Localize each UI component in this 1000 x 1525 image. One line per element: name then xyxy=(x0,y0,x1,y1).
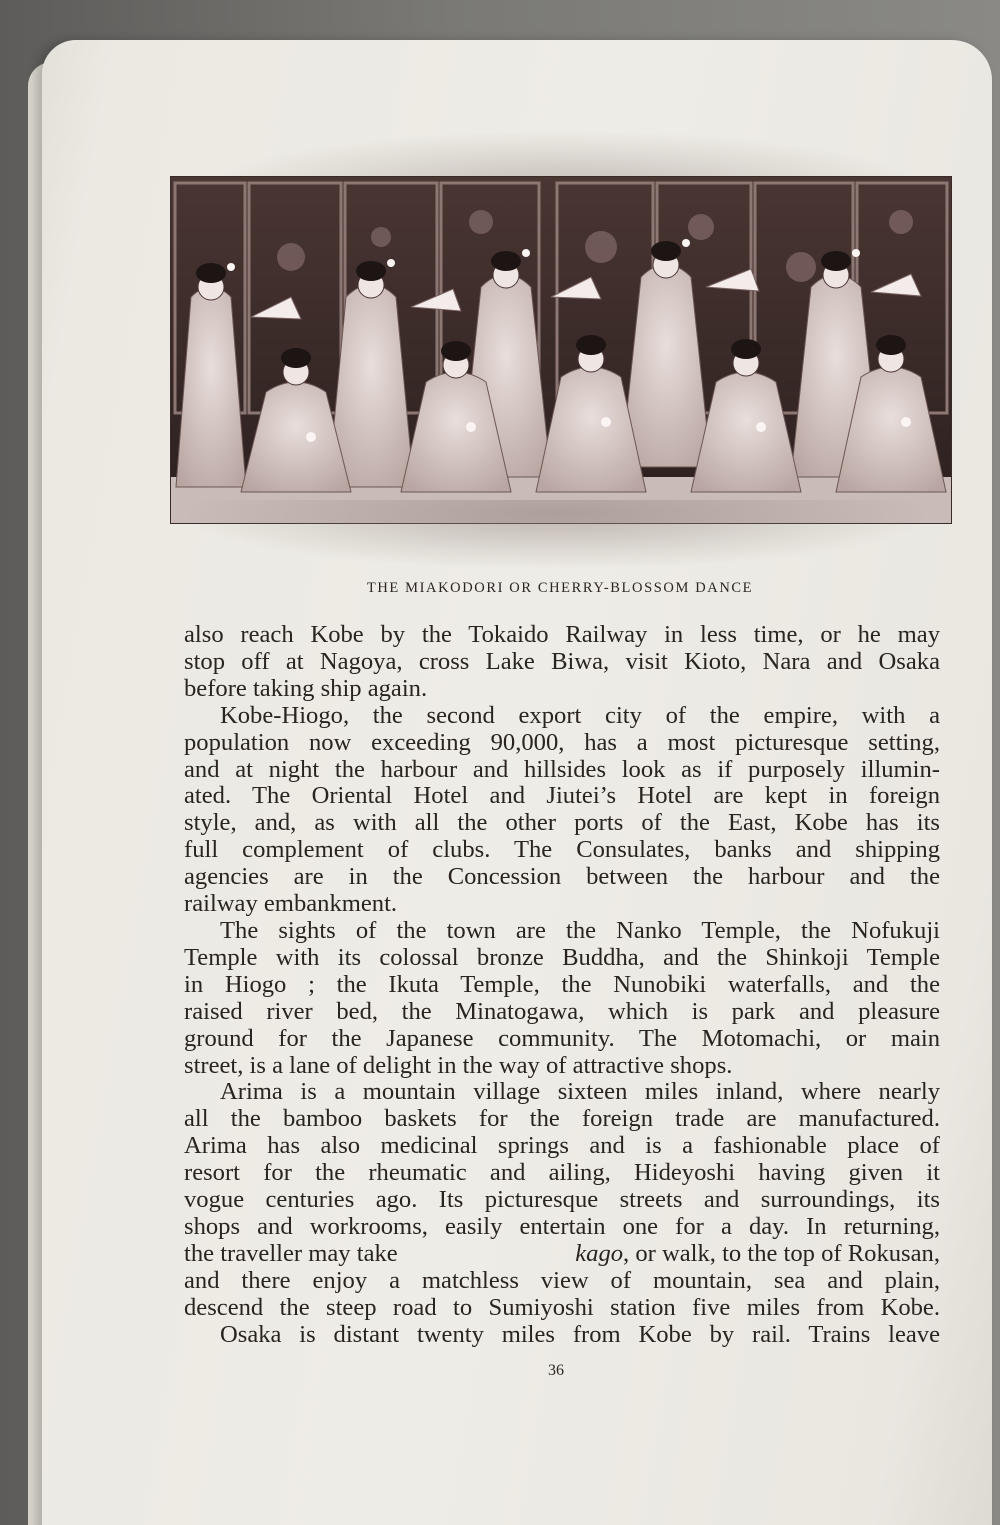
text-line: Arima is a mountain village sixteen miles inland, where nearly xyxy=(220,1078,940,1106)
text-line: and at night the harbour and hillsides look as if purposely illumin- xyxy=(184,755,940,783)
text-line: full complement of clubs. The Consulates, banks and shipping xyxy=(184,836,940,864)
text-line: vogue centuries ago. Its picturesque streets and surroundings, its xyxy=(184,1186,940,1214)
text-line: Arima has also medicinal springs and is a fashionable place of xyxy=(184,1132,940,1160)
text-line: Kobe-Hiogo, the second export city of the empire, with a xyxy=(220,701,940,729)
paragraph-2 xyxy=(184,703,940,918)
text-line: ated. The Oriental Hotel and Jiutei’s Hotel are kept in foreign xyxy=(184,782,940,810)
text-line: street, is a lane of delight in the way of attractive shops. xyxy=(184,1051,733,1079)
text-line: also reach Kobe by the Tokaido Railway in less time, or he may xyxy=(184,621,940,648)
paragraph-5 xyxy=(184,1322,940,1349)
paragraph-3 xyxy=(184,918,940,1079)
figure-vignette-floor xyxy=(176,500,936,570)
text-line: Osaka is distant twenty miles from Kobe by rail. Trains leave xyxy=(220,1320,940,1348)
paragraph-4 xyxy=(184,1079,940,1321)
page-number: 36 xyxy=(548,1362,564,1379)
text-line: agencies are in the Concession between the harbour and the xyxy=(184,863,940,891)
text-line: raised river bed, the Minatogawa, which is park and pleasure xyxy=(184,997,940,1025)
italic-word: kago xyxy=(575,1239,624,1267)
text-line: all the bamboo baskets for the foreign trade are manufactured. xyxy=(184,1105,940,1133)
figure-photograph xyxy=(170,176,952,524)
text-segment: , or walk, to the top of Rokusan, xyxy=(623,1239,940,1267)
text-line: before taking ship again. xyxy=(184,674,428,702)
text-line: descend the steep road to Sumiyoshi station five miles from Kobe. xyxy=(184,1293,940,1321)
text-segment: the traveller may take xyxy=(184,1239,398,1267)
text-line: style, and, as with all the other ports of the East, Kobe has its xyxy=(184,809,940,837)
text-line: The sights of the town are the Nanko Temple, the Nofukuji xyxy=(220,916,940,944)
figure-caption: THE MIAKODORI OR CHERRY-BLOSSOM DANCE xyxy=(366,580,754,596)
text-line: ground for the Japanese community. The Motomachi, or main xyxy=(184,1024,940,1052)
text-line: population now exceeding 90,000, has a most picturesque setting, xyxy=(184,728,940,756)
body-text xyxy=(184,622,940,1348)
text-line: shops and workrooms, easily entertain one for a day. In returning, xyxy=(184,1212,940,1240)
text-line: in Hiogo ; the Ikuta Temple, the Nunobiki waterfalls, and the xyxy=(184,970,940,998)
text-line: railway embankment. xyxy=(184,890,398,918)
text-line-with-italic xyxy=(184,1241,940,1268)
text-line: and there enjoy a matchless view of mountain, sea and plain, xyxy=(184,1266,940,1294)
text-line: stop off at Nagoya, cross Lake Biwa, visit Kioto, Nara and Osaka xyxy=(184,647,940,675)
text-line: Temple with its colossal bronze Buddha, and the Shinkoji Temple xyxy=(184,943,940,971)
paragraph-1 xyxy=(184,622,940,703)
text-line: resort for the rheumatic and ailing, Hideyoshi having given it xyxy=(184,1159,940,1187)
geisha-dance-illustration xyxy=(171,177,951,523)
